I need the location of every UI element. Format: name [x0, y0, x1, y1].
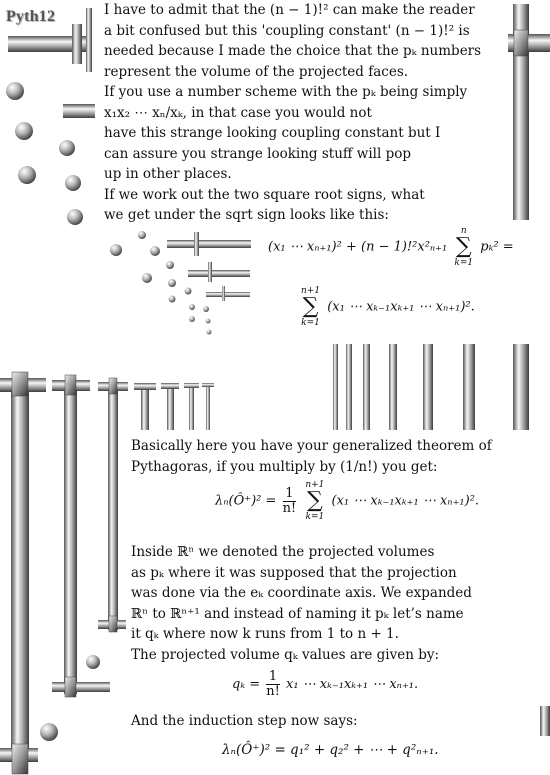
paragraph-intro [104, 0, 481, 226]
sum-upper: n+1 [305, 480, 325, 490]
ball [150, 246, 160, 256]
sum-sign [454, 226, 473, 268]
text-line: represent the volume of the projected faces. [104, 63, 409, 80]
bar [109, 378, 117, 394]
ball [207, 330, 212, 335]
sum-lower: k=1 [301, 318, 320, 328]
text-line: was done via the eₖ coordinate axis. We expanded [131, 585, 472, 601]
ball [67, 209, 83, 225]
page-title: Pyth12 [6, 8, 56, 25]
sigma: ∑ [302, 294, 319, 319]
bar [189, 386, 194, 430]
ball [65, 175, 81, 191]
ball [169, 296, 176, 303]
fraction [266, 670, 280, 699]
sigma: ∑ [306, 488, 323, 513]
eq-text: (x₁ ⋯ xₖ₋₁xₖ₊₁ ⋯ xₙ₊₁)². [331, 493, 480, 509]
bar [65, 375, 76, 395]
eq-text: (x₁ ⋯ xₖ₋₁xₖ₊₁ ⋯ xₙ₊₁)². [327, 299, 475, 315]
text-line: as pₖ where it was supposed that the projection [131, 564, 457, 581]
bar [11, 378, 29, 750]
sum-upper: n+1 [301, 286, 321, 296]
bar [222, 286, 225, 301]
ball [138, 231, 146, 239]
bar [12, 744, 28, 774]
text-line: I have to admit that the (n − 1)!² can make the reader [104, 2, 475, 18]
paragraph-theorem [131, 436, 492, 477]
bar [202, 383, 214, 387]
ball [206, 319, 211, 324]
bar [423, 344, 433, 430]
denominator: n! [282, 500, 297, 516]
bar [134, 383, 156, 390]
ball [86, 655, 100, 669]
fraction [283, 487, 297, 516]
numerator: 1 [266, 670, 280, 685]
numerator: 1 [283, 487, 297, 502]
eq-text: pₖ² = [480, 239, 514, 255]
bar [389, 344, 397, 430]
bar [463, 344, 475, 430]
bar [141, 386, 149, 430]
bar [540, 706, 550, 736]
bar [363, 344, 370, 430]
text-line: If we work out the two square root signs, what [104, 186, 425, 203]
eq-text: (x₁ ⋯ xₙ₊₁)² + (n − 1)!²x²ₙ₊₁ [268, 239, 448, 255]
sum-sign [301, 286, 320, 328]
ball [189, 316, 195, 322]
equation-generalized-pythagoras [215, 480, 479, 522]
bar [167, 386, 174, 430]
ball [203, 306, 209, 312]
text-line: x₁x₂ ⋯ xₙ/xₖ, in that case you would not [104, 104, 372, 121]
bar [86, 8, 92, 72]
text-line: Inside ℝⁿ we denoted the projected volumes [131, 544, 435, 560]
bar [109, 616, 117, 632]
eq-text: λₙ(Ô⁺)² = [215, 493, 277, 509]
sum-lower: k=1 [305, 512, 325, 522]
bar [206, 292, 250, 297]
bar [72, 24, 82, 64]
denominator: n! [266, 684, 280, 699]
text-line: we get under the sqrt sign looks like this: [104, 207, 389, 223]
sum-sign [305, 480, 324, 522]
paragraph-expansion [131, 542, 472, 665]
sum-upper: n [460, 226, 467, 236]
text-line: it qₖ where now k runs from 1 to n + 1. [131, 626, 399, 642]
ball [15, 122, 33, 140]
ball [59, 140, 75, 156]
eq-text: x₁ ⋯ xₖ₋₁xₖ₊₁ ⋯ xₙ₊₁. [285, 677, 419, 692]
ball [142, 273, 152, 283]
equation-sqrt-content [268, 226, 514, 268]
bar [194, 232, 199, 256]
bar [52, 682, 110, 692]
text-line: have this strange looking coupling constant but I [104, 125, 441, 141]
ball [6, 82, 24, 100]
paragraph-induction [131, 711, 358, 732]
ball [168, 279, 176, 287]
bar [64, 384, 77, 694]
text-line: ℝⁿ to ℝⁿ⁺¹ and instead of naming it pₖ let’s name [131, 605, 464, 622]
bar [188, 270, 250, 277]
ball [166, 261, 174, 269]
bar [65, 677, 76, 697]
bar [514, 30, 528, 56]
ball [189, 304, 195, 310]
text-line: Pythagoras, if you multiply by (1/n!) you get: [131, 458, 438, 475]
ball [110, 244, 122, 256]
equation-induction-step: λₙ(Ô⁺)² = q₁² + q₂² + ⋯ + q²ₙ₊₁. [222, 742, 439, 758]
sum-lower: k=1 [454, 258, 474, 268]
eq-text: qₖ = [232, 677, 261, 692]
text-line: The projected volume qₖ values are given by: [131, 646, 440, 663]
text-line: If you use a number scheme with the pₖ being simply [104, 84, 468, 100]
bar [63, 104, 95, 118]
text-line: a bit confused but this 'coupling constant' (n − 1)!² is [104, 22, 470, 39]
bar [108, 386, 118, 630]
bar [206, 386, 210, 430]
ball [40, 723, 58, 741]
bar [346, 344, 352, 430]
bar [167, 240, 251, 248]
equation-q-values [232, 670, 418, 699]
equation-sum-projected [298, 286, 475, 328]
bar [208, 262, 212, 282]
bar [12, 372, 28, 396]
bar [161, 383, 179, 389]
text-line: And the induction step now says: [131, 713, 358, 729]
text-line: Basically here you have your generalized theorem of [131, 438, 492, 454]
text-line: needed because I made the choice that the pₖ numbers [104, 43, 482, 59]
bar [513, 344, 529, 430]
sigma: ∑ [455, 234, 472, 259]
ball [18, 166, 36, 184]
ball [185, 288, 192, 295]
text-line: can assure you strange looking stuff will pop [104, 145, 411, 162]
bar [184, 383, 199, 388]
bar [333, 344, 338, 430]
text-line: up in other places. [104, 166, 232, 182]
